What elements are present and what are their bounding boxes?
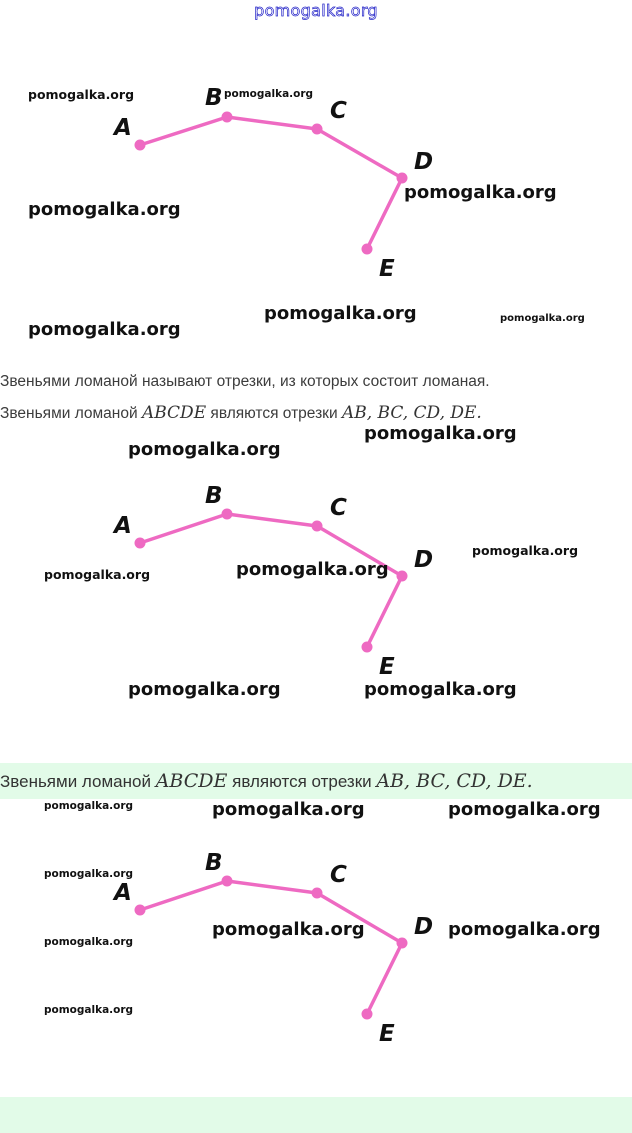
vertex-c: [312, 521, 323, 532]
watermark: pomogalka.org: [44, 936, 134, 948]
site-title[interactable]: pomogalka.org: [254, 1, 378, 20]
watermark: pomogalka.org: [364, 423, 517, 444]
example-middle: являются отрезки: [232, 772, 372, 791]
watermark: pomogalka.org: [128, 679, 281, 700]
label-b: B: [205, 850, 223, 876]
label-a: A: [114, 513, 132, 539]
watermark: pomogalka.org: [224, 88, 314, 100]
vertex-a: [135, 538, 146, 549]
label-b: B: [205, 483, 223, 509]
watermark: pomogalka.org: [236, 559, 389, 580]
watermark: pomogalka.org: [500, 313, 585, 324]
vertex-a: [135, 140, 146, 151]
highlighted-example-line: [0, 763, 632, 799]
label-e: E: [379, 654, 395, 680]
watermark: pomogalka.org: [44, 800, 134, 812]
segments-list: AB, BC, CD, DE.: [341, 403, 482, 423]
watermark: pomogalka.org: [448, 799, 601, 820]
vertex-e: [362, 642, 373, 653]
vertex-a: [135, 905, 146, 916]
watermark: pomogalka.org: [212, 799, 365, 820]
definition-text: Звеньями ломаной называют отрезки, из которых состоит ломаная.: [0, 373, 490, 390]
watermark: pomogalka.org: [364, 679, 517, 700]
vertex-d: [397, 571, 408, 582]
label-c: C: [330, 862, 347, 888]
vertex-e: [362, 244, 373, 255]
example-middle: являются отрезки: [210, 405, 338, 422]
watermark: pomogalka.org: [264, 303, 417, 324]
highlight-band: [0, 1097, 632, 1133]
label-a: A: [114, 115, 132, 141]
vertex-b: [222, 112, 233, 123]
label-d: D: [414, 914, 434, 940]
segments-list: AB, BC, CD, DE.: [376, 770, 533, 792]
label-d: D: [414, 149, 434, 175]
watermark: pomogalka.org: [44, 567, 151, 582]
watermark: pomogalka.org: [44, 1004, 134, 1016]
vertex-e: [362, 1009, 373, 1020]
polyline-name: ABCDE: [141, 403, 207, 423]
label-c: C: [330, 98, 347, 124]
watermark: pomogalka.org: [28, 87, 135, 102]
example-prefix: Звеньями ломаной: [0, 772, 151, 791]
vertex-b: [222, 509, 233, 520]
watermark: pomogalka.org: [404, 182, 557, 203]
vertex-d: [397, 938, 408, 949]
watermark: pomogalka.org: [28, 199, 181, 220]
label-d: D: [414, 547, 434, 573]
label-a: A: [114, 880, 132, 906]
label-e: E: [379, 1021, 395, 1047]
watermark: pomogalka.org: [28, 319, 181, 340]
label-b: B: [205, 85, 223, 111]
watermark: pomogalka.org: [44, 868, 134, 880]
vertex-c: [312, 888, 323, 899]
vertex-c: [312, 124, 323, 135]
example-prefix: Звеньями ломаной: [0, 405, 138, 422]
label-e: E: [379, 256, 395, 282]
watermark: pomogalka.org: [448, 919, 601, 940]
label-c: C: [330, 495, 347, 521]
watermark: pomogalka.org: [212, 919, 365, 940]
polyline-name: ABCDE: [155, 770, 228, 792]
watermark: pomogalka.org: [472, 543, 579, 558]
vertex-b: [222, 876, 233, 887]
polyline-figure-1: [0, 70, 632, 290]
watermark: pomogalka.org: [128, 439, 281, 460]
